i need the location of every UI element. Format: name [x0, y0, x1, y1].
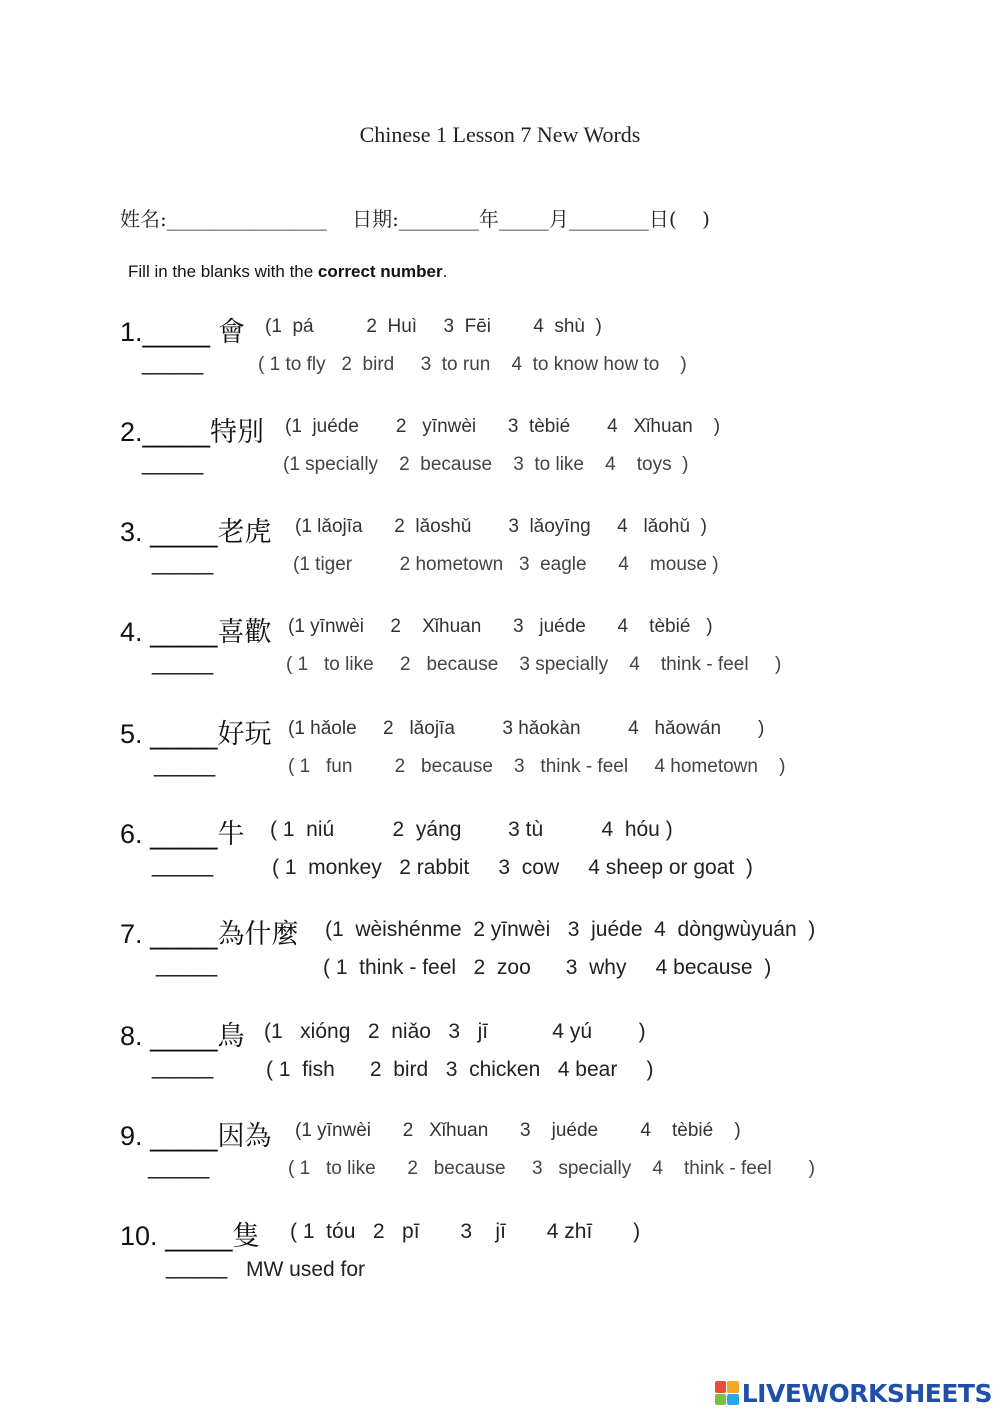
question-lead — [120, 610, 272, 649]
chinese-word: 因為 — [217, 1121, 272, 1152]
question-lead — [120, 1014, 245, 1053]
instruction-suffix: . — [442, 262, 448, 281]
question-1 — [120, 310, 940, 388]
logo-square-orange — [727, 1381, 739, 1393]
answer-blank[interactable]: _____ — [150, 919, 218, 950]
pinyin-options: (1 hǎole 2 lǎojīa 3 hǎokàn 4 hǎowán ) — [288, 718, 765, 739]
answer-blank[interactable]: _____ — [150, 819, 218, 850]
instruction-bold: correct number — [317, 262, 443, 281]
question-number: 9. — [120, 1121, 151, 1151]
pinyin-options: ( 1 tóu 2 pī 3 jī 4 zhī ) — [290, 1220, 641, 1243]
answer-blank[interactable]: _____ — [142, 317, 211, 348]
answer-blank[interactable]: _____ — [150, 1121, 218, 1152]
pinyin-options: (1 lǎojīa 2 lǎoshǔ 3 lǎoyīng 4 lǎohǔ ) — [295, 516, 707, 537]
worksheet-title: Chinese 1 Lesson 7 New Words — [359, 122, 641, 147]
question-3 — [120, 510, 940, 588]
question-2 — [120, 410, 940, 488]
question-10 — [120, 1214, 940, 1292]
chinese-word: 喜歡 — [217, 617, 272, 648]
answer-blank[interactable]: _____ — [165, 1221, 233, 1252]
meaning-blank[interactable]: _____ — [148, 1154, 210, 1179]
meaning-options: ( 1 to like 2 because 3 specially 4 think - feel ) — [286, 654, 782, 675]
question-lead — [120, 712, 272, 751]
question-lead — [120, 410, 264, 449]
question-9 — [120, 1114, 940, 1192]
pinyin-options: (1 juéde 2 yīnwèi 3 tèbié 4 Xǐhuan ) — [285, 416, 721, 437]
name-date-line: 姓名:________________ 日期:________年_____月________日( ) — [120, 207, 710, 231]
meaning-blank[interactable]: _____ — [154, 752, 216, 777]
question-number: 6. — [120, 819, 151, 849]
question-lead — [120, 912, 299, 951]
meaning-blank[interactable]: _____ — [142, 450, 204, 475]
logo-square-red — [715, 1381, 727, 1393]
logo-square-green — [715, 1394, 727, 1406]
meaning-blank[interactable]: _____ — [152, 1054, 214, 1079]
meaning-blank[interactable]: _____ — [156, 952, 218, 977]
chinese-word: 牛 — [217, 819, 245, 850]
logo-mark-icon — [715, 1381, 739, 1405]
answer-blank[interactable]: _____ — [150, 517, 218, 548]
chinese-word: 為什麼 — [217, 919, 299, 950]
meaning-options: ( 1 to like 2 because 3 specially 4 think - feel ) — [288, 1158, 815, 1179]
liveworksheets-logo — [715, 1378, 992, 1408]
question-lead — [120, 812, 245, 851]
instruction-prefix: Fill in the blanks with the — [128, 262, 318, 281]
meaning-blank[interactable]: _____ — [142, 350, 204, 375]
answer-blank[interactable]: _____ — [150, 617, 218, 648]
answer-blank[interactable]: _____ — [150, 1021, 218, 1052]
meaning-options: ( 1 to fly 2 bird 3 to run 4 to know how to ) — [258, 354, 687, 375]
instruction-text — [128, 262, 447, 282]
chinese-word: 好玩 — [217, 719, 272, 750]
meaning-options: ( 1 fun 2 because 3 think - feel 4 hometown ) — [288, 756, 786, 777]
question-number: 10. — [120, 1221, 166, 1251]
answer-blank[interactable]: _____ — [142, 417, 211, 448]
pinyin-options: ( 1 niú 2 yáng 3 tù 4 hóu ) — [270, 818, 673, 841]
meaning-options: (1 specially 2 because 3 to like 4 toys ) — [283, 454, 689, 475]
meaning-blank[interactable]: _____ — [152, 852, 214, 877]
chinese-word: 隻 — [232, 1221, 260, 1252]
meaning-options: ( 1 monkey 2 rabbit 3 cow 4 sheep or goat ) — [272, 856, 753, 879]
meaning-options: ( 1 think - feel 2 zoo 3 why 4 because ) — [323, 956, 772, 979]
question-number: 2. — [120, 417, 143, 447]
question-number: 8. — [120, 1021, 151, 1051]
chinese-word: 特別 — [210, 417, 265, 448]
answer-blank[interactable]: _____ — [150, 719, 218, 750]
question-lead — [120, 1114, 272, 1153]
pinyin-options: (1 yīnwèi 2 Xǐhuan 3 juéde 4 tèbié ) — [288, 616, 713, 637]
question-8 — [120, 1014, 940, 1092]
pinyin-options: (1 xióng 2 niǎo 3 jī 4 yú ) — [264, 1020, 646, 1043]
meaning-options: (1 tiger 2 hometown 3 eagle 4 mouse ) — [293, 554, 719, 575]
chinese-word: 會 — [218, 317, 246, 348]
question-lead — [120, 1214, 260, 1253]
pinyin-options: (1 pá 2 Huì 3 Fēi 4 shù ) — [265, 316, 602, 337]
question-lead — [120, 510, 272, 549]
question-7 — [120, 912, 940, 990]
pinyin-options: (1 wèishénme 2 yīnwèi 3 juéde 4 dòngwùyuán ) — [325, 918, 816, 941]
question-5 — [120, 712, 940, 790]
question-number: 5. — [120, 719, 151, 749]
question-6 — [120, 812, 940, 890]
question-number: 3. — [120, 517, 151, 547]
question-number: 4. — [120, 617, 151, 647]
question-4 — [120, 610, 940, 688]
meaning-blank[interactable]: _____ — [152, 650, 214, 675]
meaning-blank[interactable]: _____ — [166, 1254, 228, 1279]
logo-text: LIVEWORKSHEETS — [741, 1378, 992, 1408]
chinese-word: 鳥 — [217, 1021, 245, 1052]
question-number: 7. — [120, 919, 151, 949]
meaning-options: MW used for — [246, 1258, 366, 1281]
pinyin-options: (1 yīnwèi 2 Xǐhuan 3 juéde 4 tèbié ) — [295, 1120, 741, 1141]
meaning-options: ( 1 fish 2 bird 3 chicken 4 bear ) — [266, 1058, 654, 1081]
question-lead — [120, 310, 245, 349]
chinese-word: 老虎 — [217, 517, 272, 548]
question-number: 1. — [120, 317, 143, 347]
logo-square-blue — [727, 1394, 739, 1406]
meaning-blank[interactable]: _____ — [152, 550, 214, 575]
